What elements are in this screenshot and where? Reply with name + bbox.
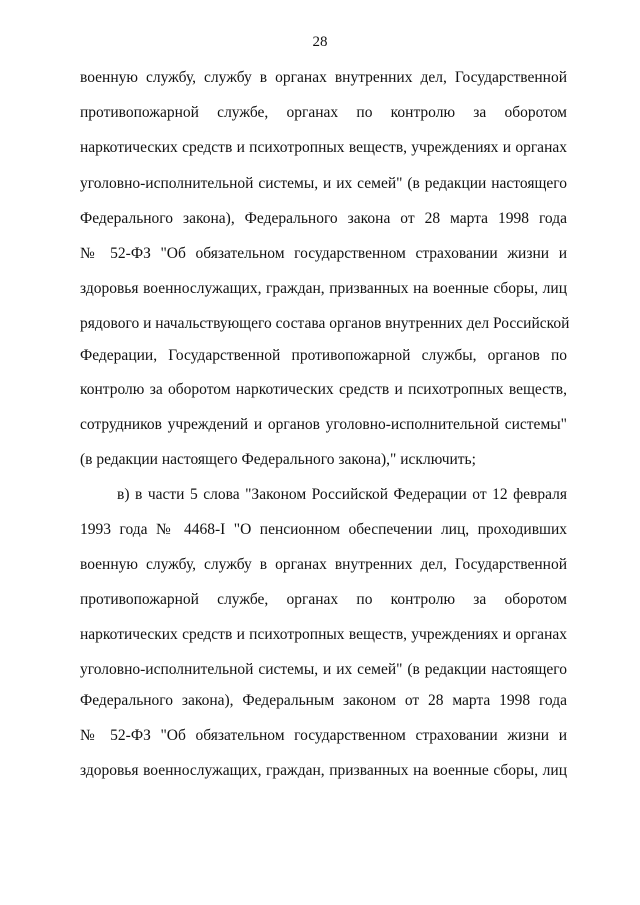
- page-number: 28: [312, 34, 328, 50]
- text-line: уголовно-исполнительной системы, и их семей" (в редакции настоящего: [80, 661, 567, 678]
- text-line: уголовно-исполнительной системы, и их семей" (в редакции настоящего: [80, 175, 567, 192]
- text-line: сотрудников учреждений и органов уголовно-исполнительной системы": [80, 416, 567, 433]
- text-line: (в редакции настоящего Федерального закона)," исключить;: [80, 451, 476, 468]
- text-line: наркотических средств и психотропных веществ, учреждениях и органах: [80, 626, 567, 643]
- text-line: здоровья военнослужащих, граждан, призванных на военные сборы, лиц: [80, 280, 567, 297]
- text-line: противопожарной службе, органах по контролю за оборотом: [80, 591, 567, 608]
- text-line: рядового и начальствующего состава органов внутренних дел Российской: [80, 315, 570, 332]
- text-line: № 52-ФЗ "Об обязательном государственном страховании жизни и: [80, 727, 567, 744]
- text-line: контролю за оборотом наркотических средств и психотропных веществ,: [80, 381, 567, 398]
- text-line: здоровья военнослужащих, граждан, призванных на военные сборы, лиц: [80, 762, 567, 779]
- text-line: военную службу, службу в органах внутренних дел, Государственной: [80, 556, 567, 573]
- text-line: Федерации, Государственной противопожарной службы, органов по: [80, 347, 567, 364]
- text-line: наркотических средств и психотропных веществ, учреждениях и органах: [80, 139, 567, 156]
- text-line: № 52-ФЗ "Об обязательном государственном страховании жизни и: [80, 245, 567, 262]
- text-line: в) в части 5 слова "Законом Российской Федерации от 12 февраля: [117, 486, 567, 503]
- text-line: Федерального закона), Федеральным законом от 28 марта 1998 года: [80, 692, 567, 709]
- text-line: военную службу, службу в органах внутренних дел, Государственной: [80, 69, 567, 86]
- text-line: противопожарной службе, органах по контролю за оборотом: [80, 104, 567, 121]
- text-line: Федерального закона), Федерального закона от 28 марта 1998 года: [80, 210, 567, 227]
- text-line: 1993 года № 4468-I "О пенсионном обеспечении лиц, проходивших: [80, 521, 567, 538]
